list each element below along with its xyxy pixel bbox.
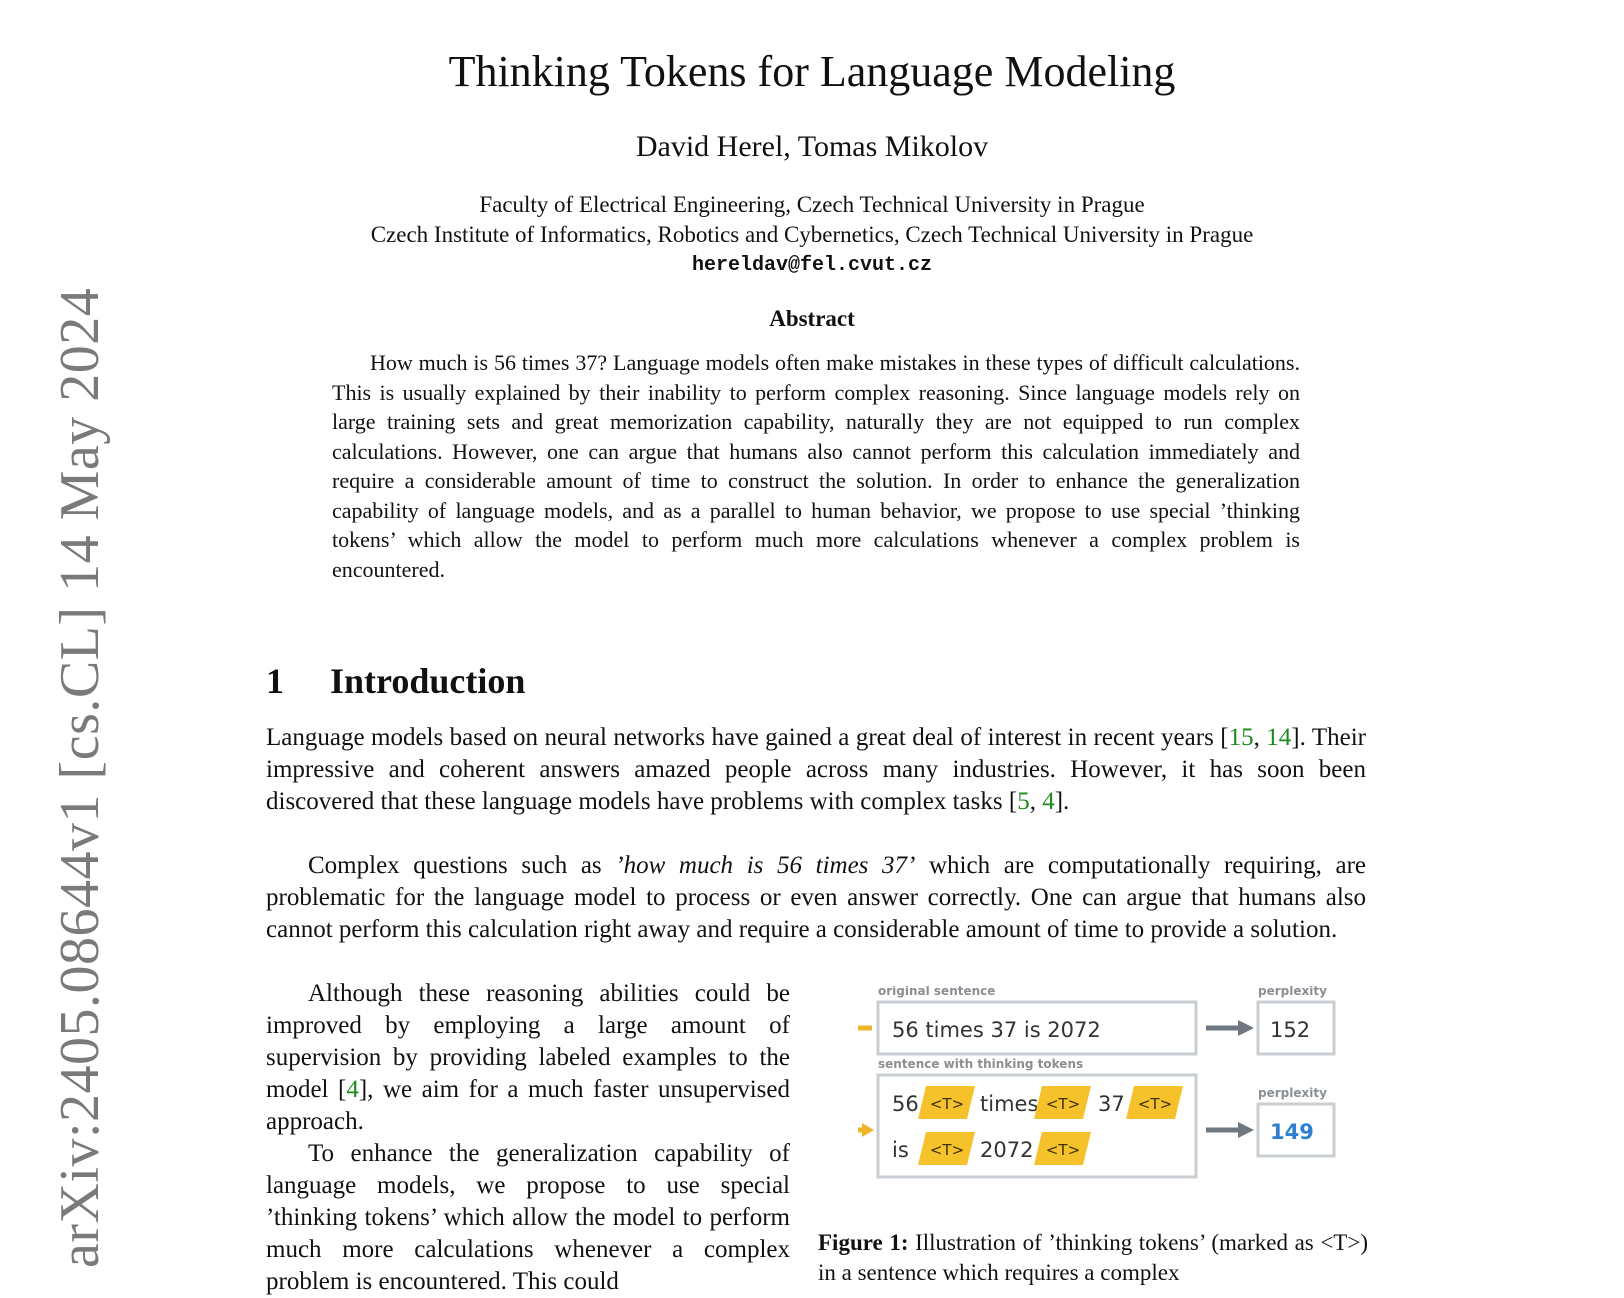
citation-link[interactable]: 4 bbox=[1042, 788, 1055, 815]
caption-label: Figure 1: bbox=[818, 1230, 909, 1255]
figure-1-caption bbox=[818, 1228, 1368, 1288]
paragraph-text: Complex questions such as bbox=[308, 852, 616, 879]
paper-title: Thinking Tokens for Language Modeling bbox=[448, 47, 1176, 96]
citation-link[interactable]: 14 bbox=[1266, 724, 1292, 751]
perplexity-value-1: 152 bbox=[1270, 1018, 1311, 1042]
citation-link[interactable]: 15 bbox=[1228, 724, 1254, 751]
thinking-token-label: <T> bbox=[1045, 1095, 1081, 1113]
citation-link[interactable]: 4 bbox=[346, 1076, 359, 1103]
citation-separator: , bbox=[1253, 724, 1267, 751]
word-2072: 2072 bbox=[980, 1138, 1034, 1162]
abstract-heading: Abstract bbox=[769, 306, 855, 331]
label-thinking-sentence: sentence with thinking tokens bbox=[878, 1057, 1084, 1071]
thinking-token-label: <T> bbox=[1045, 1141, 1081, 1159]
abstract-text: How much is 56 times 37? Language models often make mistakes in these types of difficult calculations. This is usually explained by their inability to perform complex reasoning. Since language models rely on large training sets and great memorization capability, naturally they are not equipped to run complex calculations. However, one can argue that humans also cannot perform this calculation immediately and require a considerable amount of time to construct the solution. In order to enhance the generalization capability of language models, and as a parallel to human behavior, we propose to use special ’thinking tokens’ which allow the model to perform much more calculations whenever a complex problem is encountered. bbox=[332, 350, 1300, 582]
paragraph-text: ]. Their impressive and coherent answers amazed people across many industries. However, it has soon been discovered that these language models have problems with complex tasks [ bbox=[266, 724, 1366, 815]
word-56: 56 bbox=[892, 1092, 919, 1116]
citation-link[interactable]: 5 bbox=[1017, 788, 1030, 815]
paragraph-text: Language models based on neural networks have gained a great deal of interest in recent years [ bbox=[266, 724, 1229, 751]
label-perplexity-2: perplexity bbox=[1258, 1086, 1327, 1100]
figure-1-illustration bbox=[858, 986, 1348, 1201]
affiliation-2: Czech Institute of Informatics, Robotics and Cybernetics, Czech Technical University in Prague bbox=[370, 222, 1254, 247]
caption-text: Illustration of ’thinking tokens’ (marked as <T>) in a sentence which requires a complex bbox=[818, 1230, 1368, 1285]
arxiv-identifier-stamp: arXiv:2405.08644v1 [cs.CL] 14 May 2024 bbox=[49, 287, 111, 1268]
citation-separator: , bbox=[1029, 788, 1043, 815]
intro-paragraph-2 bbox=[266, 850, 1366, 946]
transform-loop-arrow bbox=[858, 1028, 872, 1130]
label-original-sentence: original sentence bbox=[878, 986, 996, 998]
emphasized-question: ’how much is 56 times 37’ bbox=[615, 852, 916, 879]
paragraph-text: ]. bbox=[1054, 788, 1070, 815]
intro-paragraph-1 bbox=[266, 722, 1366, 818]
arrow-right-icon bbox=[1238, 1122, 1254, 1138]
thinking-token-label: <T> bbox=[929, 1141, 965, 1159]
paragraph-text: ], we aim for a much faster unsupervised approach. bbox=[266, 1076, 790, 1135]
section-title: Introduction bbox=[330, 661, 526, 701]
paper-authors: David Herel, Tomas Mikolov bbox=[635, 130, 989, 163]
author-email: hereldav@fel.cvut.cz bbox=[691, 254, 933, 277]
arrow-right-icon bbox=[1238, 1020, 1254, 1036]
word-is: is bbox=[892, 1138, 909, 1162]
affiliation-1: Faculty of Electrical Engineering, Czech Technical University in Prague bbox=[479, 192, 1145, 217]
left-column-text bbox=[266, 978, 790, 1298]
thinking-token-label: <T> bbox=[929, 1095, 965, 1113]
section-heading-introduction bbox=[266, 660, 525, 702]
paragraph-text: Although these reasoning abilities could be improved by employing a large amount of supervision by providing labeled examples to the model [ bbox=[266, 980, 790, 1103]
section-number: 1 bbox=[266, 661, 284, 701]
word-37: 37 bbox=[1098, 1092, 1125, 1116]
intro-paragraph-3 bbox=[266, 978, 790, 1138]
perplexity-value-2: 149 bbox=[1270, 1120, 1314, 1144]
intro-paragraph-4: To enhance the generalization capability of language models, we propose to use special ’thinking tokens’ which allow the model to perform much more calculations whenever a complex problem is encountered. This could bbox=[266, 1140, 790, 1295]
thinking-token-label: <T> bbox=[1137, 1095, 1173, 1113]
original-sentence-text: 56 times 37 is 2072 bbox=[892, 1018, 1101, 1042]
arrow-right-icon bbox=[862, 1123, 874, 1137]
label-perplexity-1: perplexity bbox=[1258, 986, 1327, 998]
word-times: times bbox=[980, 1092, 1039, 1116]
paragraph-text: which are computationally requiring, are problematic for the language model to process or even answer correctly. One can argue that humans also cannot perform this calculation right away and require a considerable amount of time to provide a solution. bbox=[266, 852, 1366, 943]
